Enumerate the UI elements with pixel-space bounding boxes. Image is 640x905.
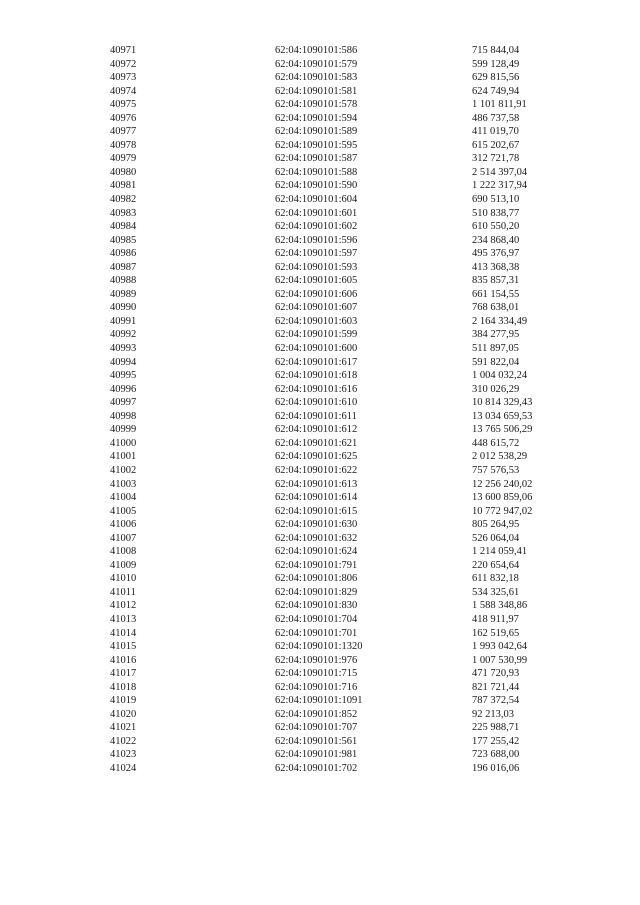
cadastral-number: 62:04:1090101:601	[275, 207, 358, 219]
cadastral-number: 62:04:1090101:587	[275, 153, 358, 165]
cadastral-value: 1 222 317,94	[472, 180, 528, 192]
cadastral-value: 312 721,78	[472, 153, 520, 165]
row-number: 40997	[110, 397, 137, 409]
row-number: 41009	[110, 559, 137, 571]
table-row	[0, 328, 640, 342]
cadastral-number: 62:04:1090101:602	[275, 221, 358, 233]
table-row	[0, 220, 640, 234]
table-row	[0, 613, 640, 627]
table-row	[0, 748, 640, 762]
cadastral-number: 62:04:1090101:707	[275, 722, 358, 734]
cadastral-value: 715 844,04	[472, 45, 520, 56]
table-row	[0, 98, 640, 112]
row-number: 41002	[110, 464, 137, 476]
cadastral-number: 62:04:1090101:611	[275, 410, 357, 422]
cadastral-value: 821 721,44	[472, 681, 520, 693]
row-number: 40972	[110, 58, 137, 70]
cadastral-number: 62:04:1090101:607	[275, 302, 358, 314]
row-number: 40984	[110, 221, 137, 233]
row-number: 40978	[110, 139, 137, 151]
cadastral-number: 62:04:1090101:704	[275, 613, 358, 625]
table-row	[0, 193, 640, 207]
cadastral-value: 768 638,01	[472, 302, 520, 314]
row-number: 41017	[110, 668, 137, 680]
cadastral-number: 62:04:1090101:702	[275, 762, 358, 774]
cadastral-number: 62:04:1090101:579	[275, 58, 358, 70]
cadastral-value: 234 868,40	[472, 234, 520, 246]
cadastral-number: 62:04:1090101:806	[275, 573, 358, 585]
table-row	[0, 274, 640, 288]
row-number: 40986	[110, 248, 137, 260]
cadastral-value: 220 654,64	[472, 559, 520, 571]
table-row	[0, 667, 640, 681]
cadastral-value: 310 026,29	[472, 383, 520, 395]
table-row	[0, 599, 640, 613]
cadastral-value: 13 600 859,06	[472, 492, 533, 504]
row-number: 40999	[110, 424, 137, 436]
cadastral-value: 12 256 240,02	[472, 478, 533, 490]
row-number: 40982	[110, 194, 137, 206]
cadastral-number: 62:04:1090101:976	[275, 654, 358, 666]
cadastral-number: 62:04:1090101:981	[275, 749, 358, 761]
cadastral-number: 62:04:1090101:830	[275, 600, 358, 612]
table-row	[0, 234, 640, 248]
cadastral-value: 411 019,70	[472, 126, 519, 138]
cadastral-number: 62:04:1090101:829	[275, 586, 358, 598]
table-row	[0, 179, 640, 193]
table-row	[0, 58, 640, 72]
row-number: 41007	[110, 532, 137, 544]
row-number: 41016	[110, 654, 137, 666]
table-row	[0, 85, 640, 99]
cadastral-value: 835 857,31	[472, 275, 520, 287]
table-row	[0, 288, 640, 302]
cadastral-value: 92 213,03	[472, 708, 514, 720]
table-row	[0, 450, 640, 464]
cadastral-number: 62:04:1090101:599	[275, 329, 358, 341]
cadastral-value: 225 988,71	[472, 722, 520, 734]
row-number: 41003	[110, 478, 137, 490]
cadastral-number: 62:04:1090101:618	[275, 370, 358, 382]
cadastral-value: 1 214 059,41	[472, 546, 528, 558]
cadastral-value: 610 550,20	[472, 221, 520, 233]
table-row	[0, 301, 640, 315]
cadastral-number: 62:04:1090101:615	[275, 505, 358, 517]
cadastral-value: 805 264,95	[472, 519, 520, 531]
cadastral-value: 10 772 947,02	[472, 505, 533, 517]
cadastral-number: 62:04:1090101:617	[275, 356, 358, 368]
cadastral-number: 62:04:1090101:581	[275, 85, 358, 97]
cadastral-value: 690 513,10	[472, 194, 520, 206]
cadastral-number: 62:04:1090101:1320	[275, 641, 363, 653]
table-row	[0, 518, 640, 532]
cadastral-value: 591 822,04	[472, 356, 520, 368]
cadastral-number: 62:04:1090101:715	[275, 668, 358, 680]
table-row	[0, 44, 640, 58]
cadastral-number: 62:04:1090101:589	[275, 126, 358, 138]
cadastral-number: 62:04:1090101:578	[275, 99, 358, 111]
cadastral-number: 62:04:1090101:605	[275, 275, 358, 287]
cadastral-value: 757 576,53	[472, 464, 520, 476]
table-row	[0, 694, 640, 708]
row-number: 40994	[110, 356, 137, 368]
row-number: 40990	[110, 302, 137, 314]
cadastral-number: 62:04:1090101:590	[275, 180, 358, 192]
cadastral-number: 62:04:1090101:600	[275, 343, 358, 355]
row-number: 41001	[110, 451, 137, 463]
row-number: 40983	[110, 207, 137, 219]
table-row	[0, 735, 640, 749]
row-number: 40976	[110, 112, 137, 124]
cadastral-value: 448 615,72	[472, 437, 520, 449]
table-row	[0, 437, 640, 451]
cadastral-number: 62:04:1090101:632	[275, 532, 358, 544]
row-number: 41021	[110, 722, 137, 734]
table-row	[0, 342, 640, 356]
cadastral-value: 495 376,97	[472, 248, 520, 260]
cadastral-value: 615 202,67	[472, 139, 520, 151]
table-row	[0, 491, 640, 505]
row-number: 41020	[110, 708, 137, 720]
table-row	[0, 112, 640, 126]
cadastral-number: 62:04:1090101:594	[275, 112, 358, 124]
table-row	[0, 315, 640, 329]
cadastral-value: 534 325,61	[472, 586, 520, 598]
cadastral-number: 62:04:1090101:561	[275, 735, 358, 747]
cadastral-value: 486 737,58	[472, 112, 520, 124]
table-row	[0, 71, 640, 85]
table-row	[0, 166, 640, 180]
row-number: 41006	[110, 519, 137, 531]
row-number: 41013	[110, 613, 137, 625]
cadastral-value: 2 514 397,04	[472, 166, 528, 178]
table-row	[0, 261, 640, 275]
table-row	[0, 559, 640, 573]
row-number: 40975	[110, 99, 137, 111]
row-number: 41004	[110, 492, 137, 504]
row-number: 41008	[110, 546, 137, 558]
row-number: 40979	[110, 153, 137, 165]
cadastral-value: 196 016,06	[472, 762, 520, 774]
cadastral-number: 62:04:1090101:593	[275, 261, 358, 273]
table-row	[0, 505, 640, 519]
cadastral-value: 413 368,38	[472, 261, 520, 273]
table-row	[0, 681, 640, 695]
row-number: 41024	[110, 762, 137, 774]
row-number: 40985	[110, 234, 137, 246]
cadastral-value: 10 814 329,43	[472, 397, 533, 409]
table-row	[0, 640, 640, 654]
row-number: 41005	[110, 505, 137, 517]
row-number: 41023	[110, 749, 137, 761]
row-number: 41012	[110, 600, 137, 612]
cadastral-number: 62:04:1090101:852	[275, 708, 358, 720]
table-row	[0, 396, 640, 410]
cadastral-number: 62:04:1090101:716	[275, 681, 358, 693]
cadastral-number: 62:04:1090101:606	[275, 288, 358, 300]
table-row	[0, 423, 640, 437]
cadastral-value: 1 101 811,91	[472, 99, 527, 111]
cadastral-number: 62:04:1090101:595	[275, 139, 358, 151]
cadastral-number: 62:04:1090101:791	[275, 559, 358, 571]
row-number: 41018	[110, 681, 137, 693]
cadastral-number: 62:04:1090101:625	[275, 451, 358, 463]
cadastral-value: 624 749,94	[472, 85, 520, 97]
table-row	[0, 532, 640, 546]
cadastral-value: 13 034 659,53	[472, 410, 533, 422]
cadastral-value: 510 838,77	[472, 207, 520, 219]
row-number: 41011	[110, 586, 136, 598]
table-row	[0, 464, 640, 478]
cadastral-number: 62:04:1090101:624	[275, 546, 358, 558]
cadastral-value: 526 064,04	[472, 532, 520, 544]
cadastral-value: 1 004 032,24	[472, 370, 528, 382]
row-number: 41000	[110, 437, 137, 449]
cadastral-value: 787 372,54	[472, 695, 520, 707]
table-row	[0, 586, 640, 600]
row-number: 40998	[110, 410, 137, 422]
row-number: 40991	[110, 315, 137, 327]
cadastral-number: 62:04:1090101:614	[275, 492, 358, 504]
row-number: 40987	[110, 261, 137, 273]
row-number: 41019	[110, 695, 137, 707]
cadastral-number: 62:04:1090101:586	[275, 45, 358, 56]
cadastral-value: 661 154,55	[472, 288, 520, 300]
row-number: 40974	[110, 85, 137, 97]
row-number: 40995	[110, 370, 137, 382]
cadastral-value: 1 588 348,86	[472, 600, 528, 612]
cadastral-number: 62:04:1090101:621	[275, 437, 358, 449]
table-row	[0, 125, 640, 139]
cadastral-number: 62:04:1090101:616	[275, 383, 358, 395]
row-number: 40996	[110, 383, 137, 395]
row-number: 40973	[110, 72, 137, 84]
cadastral-value: 162 519,65	[472, 627, 520, 639]
row-number: 40993	[110, 343, 137, 355]
table-row	[0, 152, 640, 166]
table-row	[0, 721, 640, 735]
cadastral-value: 471 720,93	[472, 668, 520, 680]
cadastral-number: 62:04:1090101:630	[275, 519, 358, 531]
cadastral-number: 62:04:1090101:588	[275, 166, 358, 178]
cadastral-value: 2 012 538,29	[472, 451, 528, 463]
table-row	[0, 627, 640, 641]
cadastral-value: 2 164 334,49	[472, 315, 528, 327]
table-row	[0, 356, 640, 370]
cadastral-value: 177 255,42	[472, 735, 520, 747]
cadastral-value: 13 765 506,29	[472, 424, 533, 436]
row-number: 40981	[110, 180, 137, 192]
table-row	[0, 139, 640, 153]
row-number: 41015	[110, 641, 137, 653]
cadastral-value: 629 815,56	[472, 72, 520, 84]
table-row	[0, 410, 640, 424]
cadastral-value: 1 993 042,64	[472, 641, 528, 653]
cadastral-number: 62:04:1090101:1091	[275, 695, 363, 707]
cadastral-number: 62:04:1090101:610	[275, 397, 358, 409]
row-number: 40988	[110, 275, 137, 287]
row-number: 41014	[110, 627, 137, 639]
cadastral-number: 62:04:1090101:596	[275, 234, 358, 246]
table-row	[0, 478, 640, 492]
row-number: 40992	[110, 329, 137, 341]
cadastral-number: 62:04:1090101:622	[275, 464, 358, 476]
cadastral-value: 384 277,95	[472, 329, 520, 341]
cadastral-number: 62:04:1090101:613	[275, 478, 358, 490]
cadastral-number: 62:04:1090101:604	[275, 194, 358, 206]
table-row	[0, 545, 640, 559]
row-number: 40977	[110, 126, 137, 138]
cadastral-value: 418 911,97	[472, 613, 519, 625]
table-row	[0, 572, 640, 586]
cadastral-value: 723 688,00	[472, 749, 520, 761]
cadastral-value: 611 832,18	[472, 573, 519, 585]
cadastral-value: 511 897,05	[472, 343, 519, 355]
cadastral-number: 62:04:1090101:597	[275, 248, 358, 260]
row-number: 41010	[110, 573, 137, 585]
row-number: 41022	[110, 735, 137, 747]
cadastral-number: 62:04:1090101:603	[275, 315, 358, 327]
cadastral-number: 62:04:1090101:612	[275, 424, 358, 436]
table-row	[0, 383, 640, 397]
row-number: 40980	[110, 166, 137, 178]
records-table	[0, 44, 640, 776]
table-row	[0, 654, 640, 668]
cadastral-value: 1 007 530,99	[472, 654, 528, 666]
table-row	[0, 708, 640, 722]
cadastral-number: 62:04:1090101:583	[275, 72, 358, 84]
cadastral-value: 599 128,49	[472, 58, 520, 70]
table-row	[0, 247, 640, 261]
table-row	[0, 369, 640, 383]
row-number: 40971	[110, 45, 137, 56]
row-number: 40989	[110, 288, 137, 300]
table-row	[0, 762, 640, 776]
cadastral-number: 62:04:1090101:701	[275, 627, 358, 639]
table-row	[0, 207, 640, 221]
